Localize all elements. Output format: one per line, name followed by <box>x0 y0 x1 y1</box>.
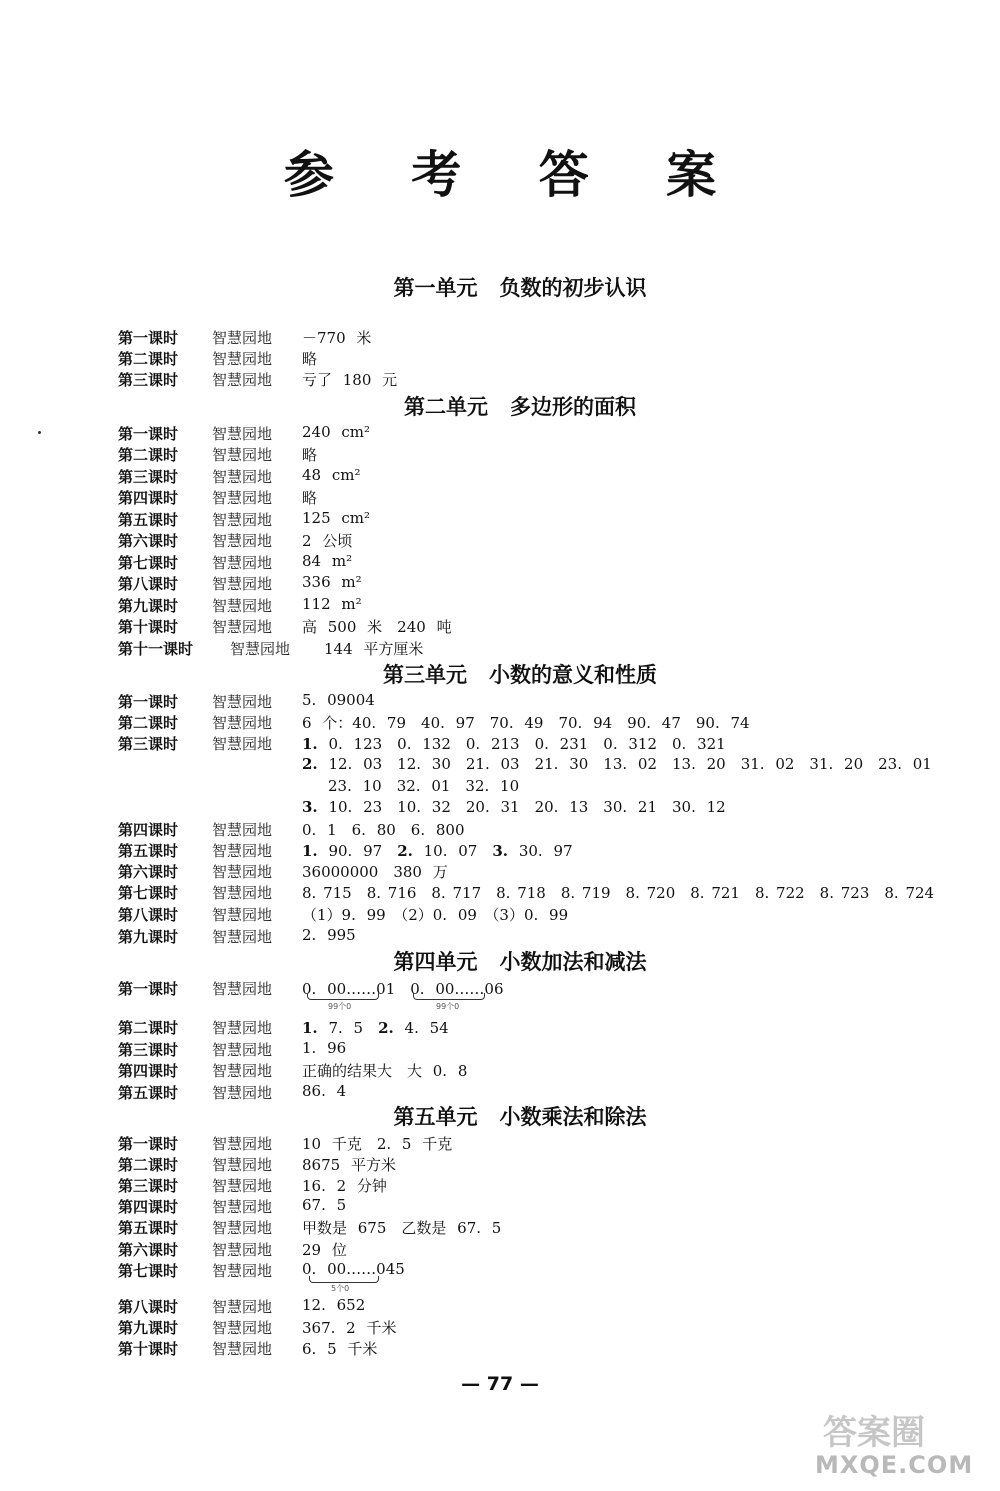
zone-label: 智慧园地 <box>212 532 273 550</box>
underbrace <box>413 993 485 1000</box>
lesson-label: 第六课时 <box>118 532 179 550</box>
lesson-label: 第二课时 <box>118 446 179 464</box>
lesson-label: 第五课时 <box>118 1219 179 1237</box>
lesson-label: 第九课时 <box>118 597 179 615</box>
underbrace <box>309 1276 379 1283</box>
answer-text: 5. 09004 <box>302 691 375 709</box>
lesson-label: 第十课时 <box>118 1340 179 1358</box>
page-number: — 77 — <box>461 1373 539 1395</box>
unit-subtitle: 小数加法和减法 <box>499 950 647 974</box>
answer-text: 甲数是 675 乙数是 67. 5 <box>302 1219 502 1237</box>
zone-label: 智慧园地 <box>212 884 273 902</box>
unit-2-title <box>0 391 1000 421</box>
item-number: 1. <box>302 1019 318 1037</box>
lesson-label: 第三课时 <box>118 371 179 389</box>
zone-label: 智慧园地 <box>212 1156 273 1174</box>
answer-continuation: 23. 10 32. 01 32. 10 <box>328 777 520 795</box>
answer-text: （1）9. 99 （2）0. 09 （3）0. 99 <box>302 906 569 924</box>
lesson-label: 第五课时 <box>118 842 179 860</box>
unit-label: 第二单元 <box>404 395 488 419</box>
zone-label: 智慧园地 <box>212 863 273 881</box>
zone-label: 智慧园地 <box>212 928 273 946</box>
item-number: 1. <box>302 735 318 753</box>
unit-subtitle: 负数的初步认识 <box>499 276 647 300</box>
answer-text: 84 m² <box>302 552 353 570</box>
watermark-site: MXQE.COM <box>815 1451 974 1479</box>
answer-text: 8675 平方米 <box>302 1156 396 1174</box>
lesson-label: 第九课时 <box>118 1319 179 1337</box>
zone-label: 智慧园地 <box>212 1319 273 1337</box>
zone-label: 智慧园地 <box>212 1135 273 1153</box>
lesson-label: 第二课时 <box>118 350 179 368</box>
zone-label: 智慧园地 <box>212 1062 273 1080</box>
answer-text: 367. 2 千米 <box>302 1319 397 1337</box>
answer-text: 略 <box>302 489 318 507</box>
answer-text: 8. 715 8. 716 8. 717 8. 718 8. 719 8. 720 8. 721 8. 722 8. 723 8. 724 <box>302 884 935 902</box>
answer-text: 2. 995 <box>302 926 356 944</box>
unit-subtitle: 小数的意义和性质 <box>489 663 657 687</box>
item-number: 3. <box>302 798 318 816</box>
lesson-label: 第六课时 <box>118 1241 179 1259</box>
zone-label: 智慧园地 <box>212 714 273 732</box>
brace-note: 99个0 <box>436 1002 460 1011</box>
item-number: 2. <box>397 842 413 860</box>
lesson-label: 第一课时 <box>118 980 179 998</box>
zone-label: 智慧园地 <box>212 735 273 753</box>
lesson-label: 第三课时 <box>118 735 179 753</box>
item-number: 3. <box>492 842 509 860</box>
answer-text: 0. 123 0. 132 0. 213 0. 231 0. 312 0. 321 <box>328 735 726 753</box>
stray-dot <box>38 431 41 434</box>
lesson-label: 第二课时 <box>118 1156 179 1174</box>
zone-label: 智慧园地 <box>212 371 273 389</box>
lesson-label: 第五课时 <box>118 511 179 529</box>
answer-text: 10. 23 10. 32 20. 31 20. 13 30. 21 30. 12 <box>328 798 726 816</box>
answer-text: 240 cm² <box>302 423 371 441</box>
zone-label: 智慧园地 <box>212 511 273 529</box>
lesson-label: 第四课时 <box>118 821 179 839</box>
page-title: 参 考 答 案 <box>283 146 747 204</box>
unit-label: 第三单元 <box>383 663 467 687</box>
zone-label: 智慧园地 <box>212 575 273 593</box>
zone-label: 智慧园地 <box>212 425 273 443</box>
answer-text: 36000000 380 万 <box>302 863 448 881</box>
zone-label: 智慧园地 <box>212 842 273 860</box>
brace-note: 99个0 <box>328 1002 352 1011</box>
answer-text: 0. 1 6. 80 6. 800 <box>302 821 465 839</box>
answer-text: 0. 00……01 0. 00……06 <box>302 980 504 998</box>
unit-subtitle: 小数乘法和除法 <box>499 1105 647 1129</box>
answer-text: 30. 97 <box>518 842 573 860</box>
answer-text: 6. 5 千米 <box>302 1340 378 1358</box>
item-number: 1. <box>302 842 318 860</box>
zone-label: 智慧园地 <box>212 350 273 368</box>
lesson-label: 第七课时 <box>118 554 179 572</box>
lesson-label: 第七课时 <box>118 884 179 902</box>
answer-continuation <box>302 753 932 774</box>
answer-text: 12. 652 <box>302 1296 366 1314</box>
lesson-label: 第八课时 <box>118 575 179 593</box>
answer-text: 正确的结果大 大 0. 8 <box>302 1062 468 1080</box>
zone-label: 智慧园地 <box>212 618 273 636</box>
answer-text: 10 千克 2. 5 千克 <box>302 1135 453 1153</box>
zone-label: 智慧园地 <box>212 468 273 486</box>
zone-label: 智慧园地 <box>212 1177 273 1195</box>
answer-text: 略 <box>302 446 318 464</box>
unit-label: 第一单元 <box>393 276 478 300</box>
answer-text: 4. 54 <box>404 1019 449 1037</box>
zone-label: 智慧园地 <box>212 1298 273 1316</box>
answer-text: 16. 2 分钟 <box>302 1177 387 1195</box>
answer-text: 0. 00……045 <box>302 1260 405 1278</box>
answer-text: 125 cm² <box>302 509 371 527</box>
underbrace <box>307 993 379 1000</box>
lesson-label: 第四课时 <box>118 1062 179 1080</box>
answer-text: 67. 5 <box>302 1196 347 1214</box>
lesson-label: 第四课时 <box>118 489 179 507</box>
answer-text: 高 500 米 240 吨 <box>302 618 452 636</box>
lesson-label: 第三课时 <box>118 1177 179 1195</box>
brace-note: 5个0 <box>331 1284 350 1293</box>
answer-text: 7. 5 <box>328 1019 364 1037</box>
lesson-label: 第十一课时 <box>118 640 194 658</box>
lesson-label: 第六课时 <box>118 863 179 881</box>
zone-label: 智慧园地 <box>212 1041 273 1059</box>
zone-label: 智慧园地 <box>212 1340 273 1358</box>
lesson-label: 第一课时 <box>118 425 179 443</box>
lesson-label: 第二课时 <box>118 1019 179 1037</box>
zone-label: 智慧园地 <box>212 1019 273 1037</box>
lesson-label: 第九课时 <box>118 928 179 946</box>
item-number: 2. <box>378 1019 394 1037</box>
answer-text: 29 位 <box>302 1241 347 1259</box>
lesson-label: 第七课时 <box>118 1262 179 1280</box>
lesson-label: 第一课时 <box>118 329 179 347</box>
watermark-logo: 答案圈 <box>823 1413 925 1453</box>
answer-text: 2 公顷 <box>302 532 353 550</box>
unit-4-title <box>0 946 1000 976</box>
lesson-label: 第三课时 <box>118 1041 179 1059</box>
zone-label: 智慧园地 <box>212 489 273 507</box>
answer-text: 12. 03 12. 30 21. 03 21. 30 13. 02 13. 20 31. 02 31. 20 23. 01 <box>328 755 932 773</box>
answer-text: 48 cm² <box>302 466 361 484</box>
unit-label: 第四单元 <box>393 950 478 974</box>
unit-1-title <box>0 272 1000 302</box>
zone-label: 智慧园地 <box>212 906 273 924</box>
unit-subtitle: 多边形的面积 <box>510 395 636 419</box>
unit-3-title <box>0 659 1000 689</box>
zone-label: 智慧园地 <box>212 1219 273 1237</box>
item-number: 2. <box>302 755 318 773</box>
unit-5-title <box>0 1101 1000 1131</box>
zone-label: 智慧园地 <box>212 1262 273 1280</box>
answer-text: －770 米 <box>302 329 372 347</box>
answer-text: 10. 07 <box>423 842 478 860</box>
answer-text: 90. 97 <box>328 842 383 860</box>
zone-label: 智慧园地 <box>212 1241 273 1259</box>
lesson-label: 第一课时 <box>118 693 179 711</box>
lesson-label: 第二课时 <box>118 714 179 732</box>
answer-text: 336 m² <box>302 573 362 591</box>
watermark <box>805 1403 995 1485</box>
lesson-label: 第三课时 <box>118 468 179 486</box>
answer-text: 112 m² <box>302 595 362 613</box>
zone-label: 智慧园地 <box>212 1084 273 1102</box>
answer-text: 86. 4 <box>302 1082 347 1100</box>
zone-label: 智慧园地 <box>212 980 273 998</box>
zone-label: 智慧园地 <box>212 821 273 839</box>
zone-label: 智慧园地 <box>212 597 273 615</box>
lesson-label: 第十课时 <box>118 618 179 636</box>
answer-text: 1. 96 <box>302 1039 347 1057</box>
lesson-label: 第一课时 <box>118 1135 179 1153</box>
zone-label: 智慧园地 <box>212 446 273 464</box>
unit-label: 第五单元 <box>393 1105 478 1129</box>
answer-continuation <box>302 796 726 817</box>
answer-text: 6 个：40. 79 40. 97 70. 49 70. 94 90. 47 90. 74 <box>302 714 750 732</box>
zone-label: 智慧园地 <box>212 329 273 347</box>
lesson-label: 第四课时 <box>118 1198 179 1216</box>
lesson-label: 第八课时 <box>118 1298 179 1316</box>
zone-label: 智慧园地 <box>212 693 273 711</box>
answer-text: 略 <box>302 350 318 368</box>
answer-text: 144 平方厘米 <box>324 640 424 658</box>
lesson-label: 第五课时 <box>118 1084 179 1102</box>
zone-label: 智慧园地 <box>212 1198 273 1216</box>
answer-text: 亏了 180 元 <box>302 371 398 389</box>
zone-label: 智慧园地 <box>212 554 273 572</box>
zone-label: 智慧园地 <box>230 640 291 658</box>
lesson-label: 第八课时 <box>118 906 179 924</box>
